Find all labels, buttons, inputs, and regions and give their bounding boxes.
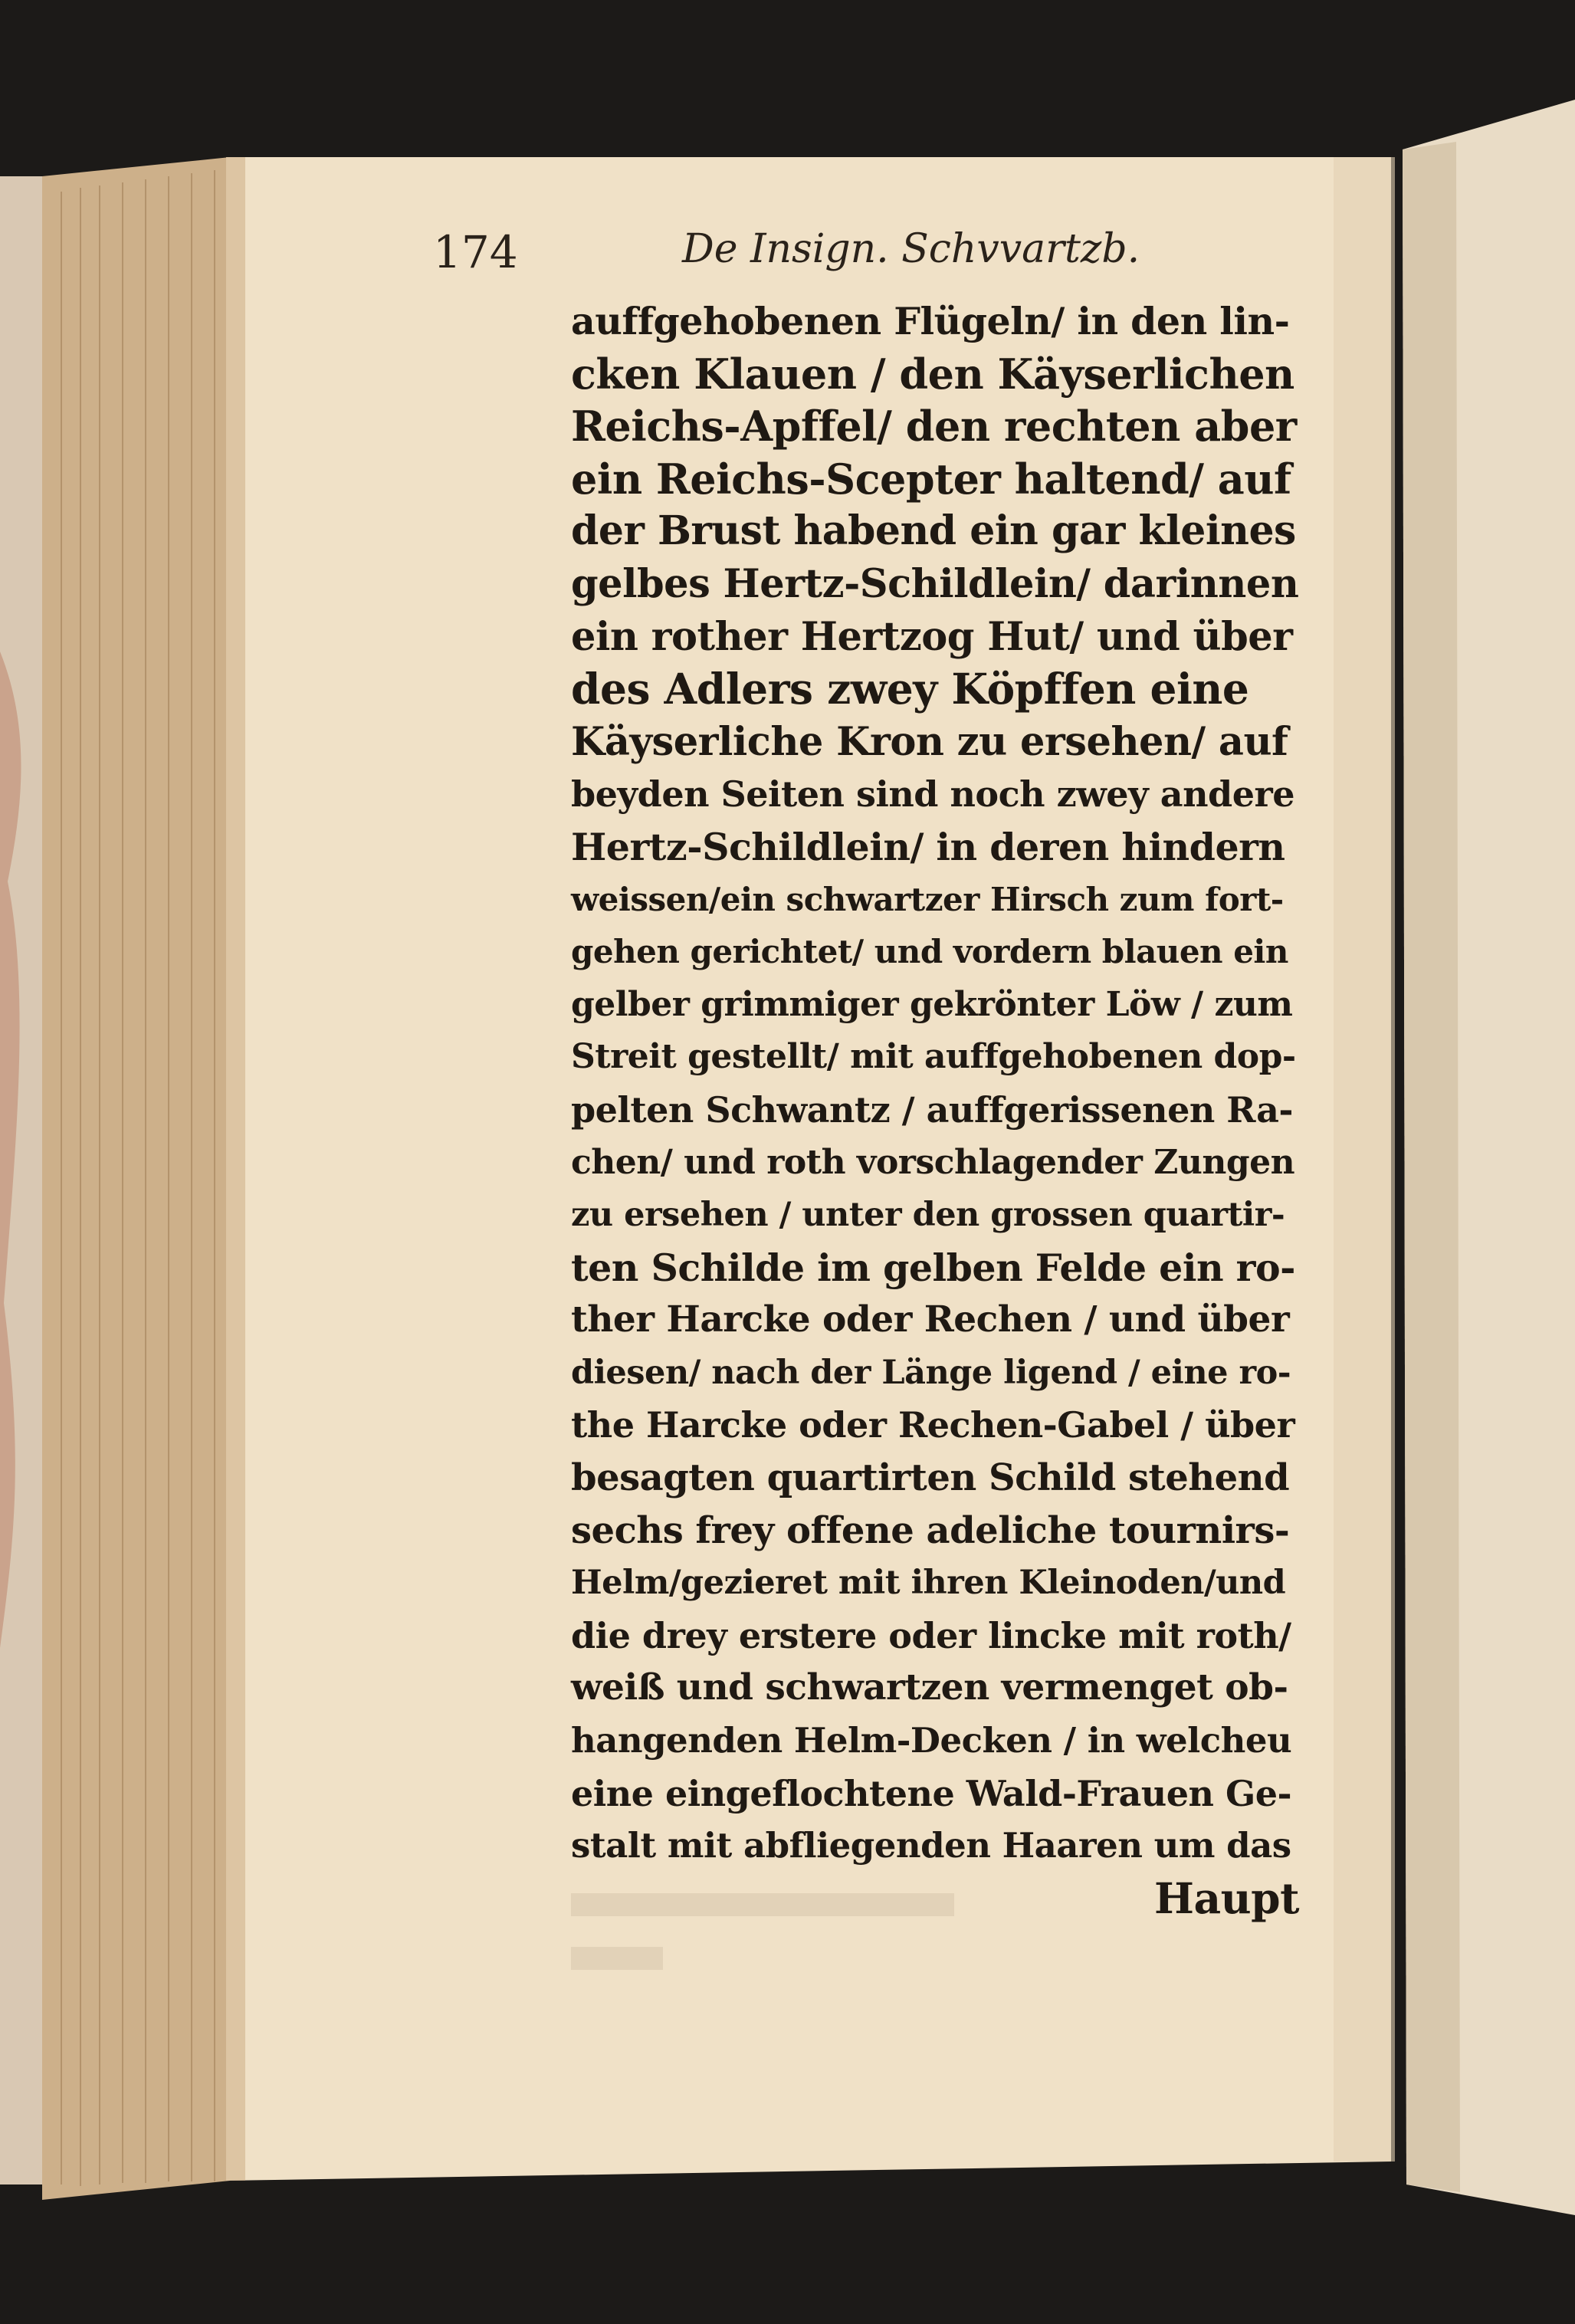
text-line: zu ersehen / unter den grossen quartir- (571, 1196, 1285, 1235)
text-line: ther Harcke oder Rechen / und über (571, 1298, 1290, 1341)
text-line: Helm/gezieret mit ihren Kleinoden/und (571, 1564, 1286, 1603)
text-line: ten Schilde im gelben Felde ein ro- (571, 1245, 1295, 1290)
text-line: gehen gerichtet/ und vordern blauen ein (571, 933, 1288, 971)
text-line: cken Klauen / den Käyserlichen (571, 349, 1294, 399)
text-line: pelten Schwantz / auffgerissenen Ra- (571, 1088, 1293, 1131)
text-line: Streit gestellt/ mit auffgehobenen dop- (571, 1037, 1296, 1077)
text-line: gelber grimmiger gekrönter Löw / zum (571, 984, 1293, 1024)
text-line: sechs frey offene adeliche tournirs- (571, 1508, 1290, 1552)
text-line: des Adlers zwey Köpffen eine (571, 664, 1249, 714)
text-line: gelbes Hertz-Schildlein/ darinnen (571, 560, 1299, 607)
body-text (571, 295, 1299, 1925)
text-line: chen/ und roth vorschlagender Zungen (571, 1142, 1295, 1182)
text-line: auffgehobenen Flügeln/ in den lin- (571, 299, 1290, 343)
text-line: Käyserliche Kron zu ersehen/ auf (571, 718, 1288, 765)
text-line: hangenden Helm-Decken / in welcheu (571, 1720, 1292, 1761)
page-number: 174 (433, 226, 518, 278)
text-line: Haupt (1154, 1873, 1299, 1923)
text-line: diesen/ nach der Länge ligend / eine ro- (571, 1353, 1291, 1392)
text-line: weissen/ein schwartzer Hirsch zum fort- (571, 880, 1284, 918)
running-head: De Insign. Schvvartzb. (682, 226, 1140, 272)
text-line: beyden Seiten sind noch zwey andere (571, 773, 1294, 816)
text-line: weiß und schwartzen vermenget ob- (571, 1666, 1288, 1709)
text-line: der Brust habend ein gar kleines (571, 507, 1296, 555)
text-line: stalt mit abfliegenden Haaren um das (571, 1825, 1291, 1866)
text-line: besagten quartirten Schild stehend (571, 1456, 1290, 1500)
text-line: Hertz-Schildlein/ in deren hindern (571, 824, 1285, 869)
text-line: die drey erstere oder lincke mit roth/ (571, 1614, 1291, 1656)
text-line: Reichs-Apffel/ den rechten aber (571, 402, 1297, 451)
text-line: ein Reichs-Scepter haltend/ auf (571, 454, 1291, 504)
text-line: the Harcke oder Rechen-Gabel / über (571, 1404, 1295, 1446)
text-line: ein rother Hertzog Hut/ und über (571, 613, 1293, 660)
text-line: eine eingeflochtene Wald-Frauen Ge- (571, 1772, 1292, 1814)
